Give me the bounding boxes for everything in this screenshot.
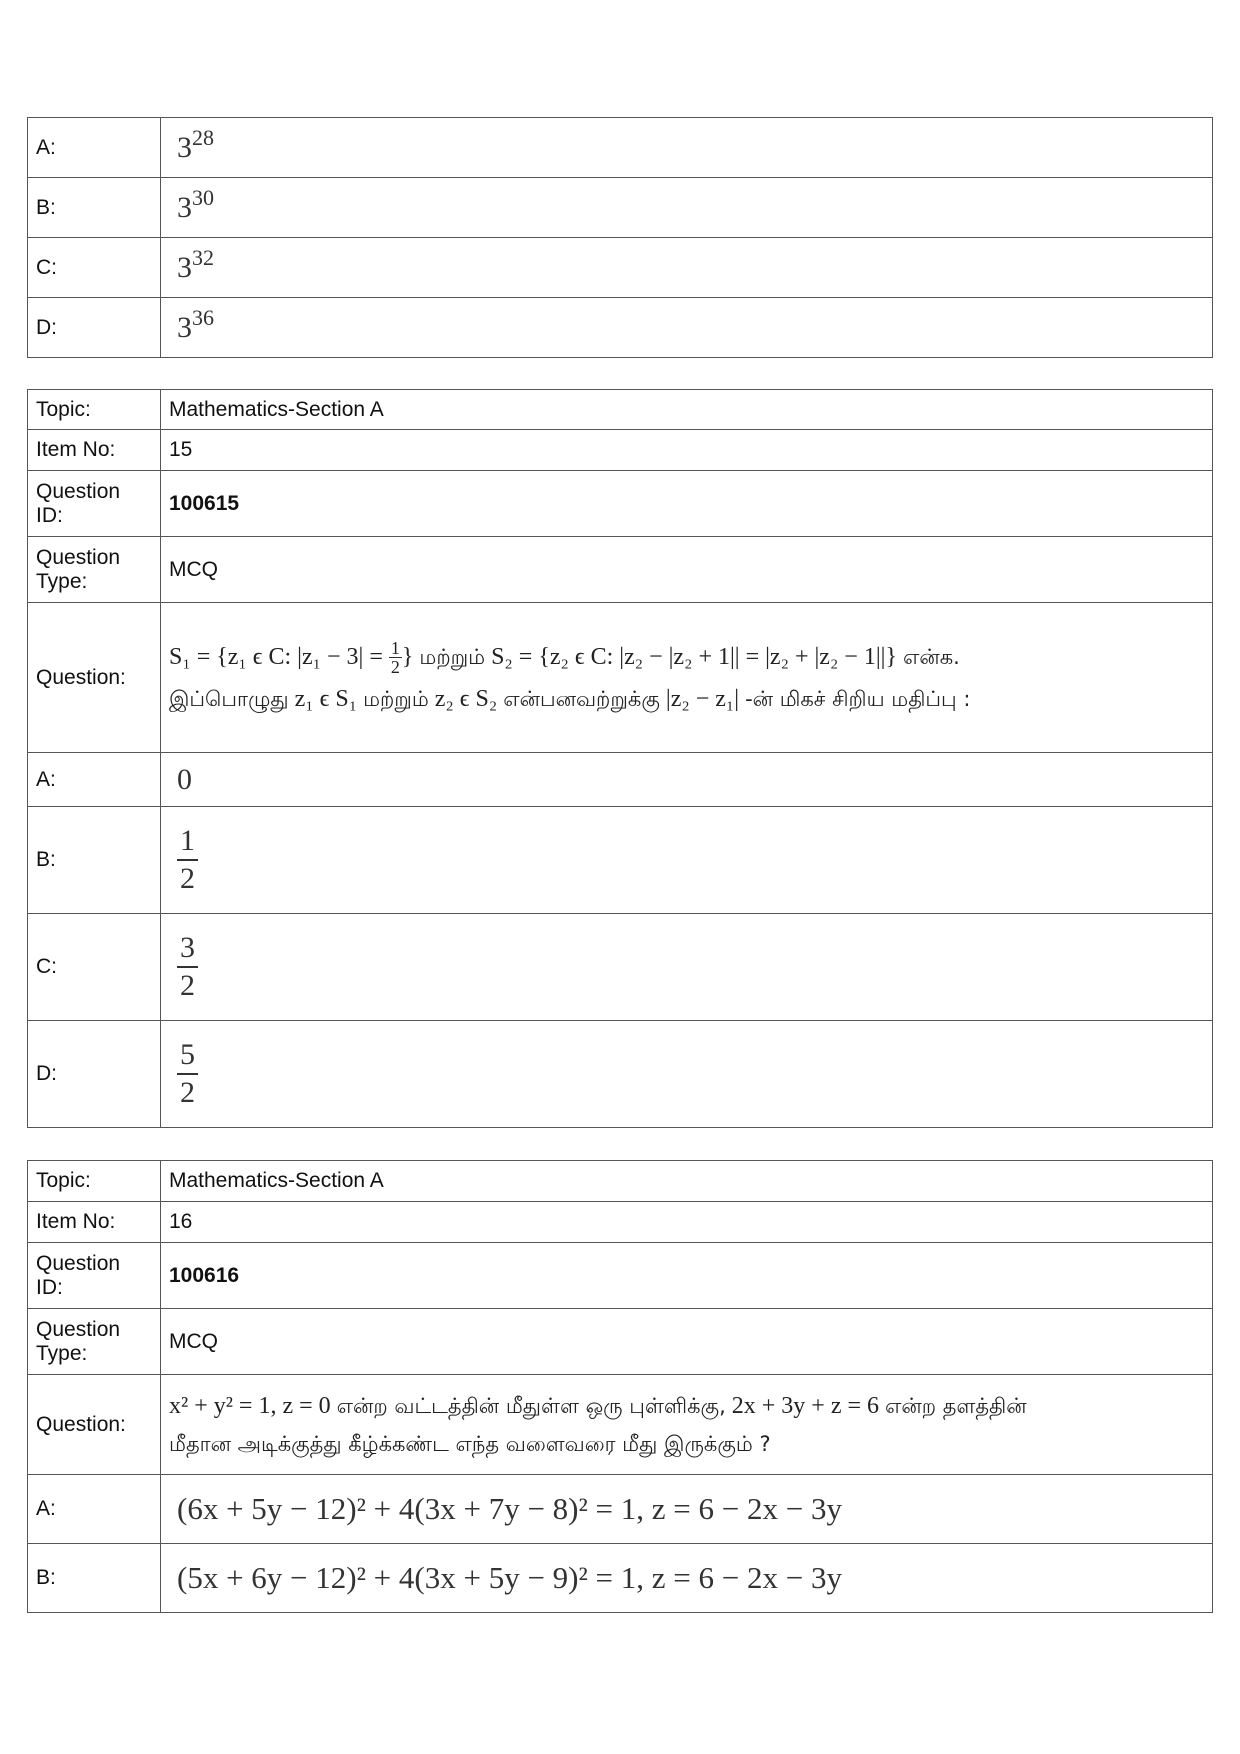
item-label: Item No: bbox=[28, 1202, 161, 1243]
question-type-row bbox=[28, 1309, 1213, 1375]
question-text bbox=[161, 603, 1213, 753]
question-line-2: மீதான அடிக்குத்து கீழ்க்கண்ட எந்த வளைவரை மீது இருக்கும் ? bbox=[169, 1431, 771, 1456]
half-fraction: $\frac{1}{2}$ bbox=[390, 638, 400, 678]
topic-value: Mathematics-Section A bbox=[161, 1161, 1213, 1202]
topic-label: Topic: bbox=[28, 390, 161, 430]
topic-row bbox=[28, 390, 1213, 430]
question-id-label: Question ID: bbox=[28, 1243, 161, 1309]
text-part-1: என்ற வட்டத்தின் மீதுள்ள ஒரு புள்ளிக்கு, bbox=[336, 1393, 726, 1418]
option-label: B: bbox=[28, 1544, 161, 1613]
option-value: (5x + 6y − 12)² + 4(3x + 5y − 9)² = 1, z = 6 − 2x − 3y bbox=[161, 1544, 1213, 1613]
item-row bbox=[28, 1202, 1213, 1243]
option-value: $\frac{5}{2}$ bbox=[161, 1021, 1213, 1128]
min-text: -ன் மிகச் சிறிய மதிப்பு : bbox=[745, 686, 971, 711]
option-value: $3^{30}$ bbox=[161, 178, 1213, 238]
question-line-2 bbox=[169, 678, 1204, 720]
option-label: A: bbox=[28, 118, 161, 178]
option-label: B: bbox=[28, 178, 161, 238]
and-text: மற்றும் bbox=[419, 644, 486, 669]
for-text: என்பனவற்றுக்கு bbox=[503, 686, 660, 711]
option-label: B: bbox=[28, 807, 161, 914]
topic-label: Topic: bbox=[28, 1161, 161, 1202]
option-row-b bbox=[28, 807, 1213, 914]
question-type-row bbox=[28, 537, 1213, 603]
option-row-a bbox=[28, 753, 1213, 807]
z2-in-s2: z₂ ϵ S₂ bbox=[434, 685, 498, 712]
question-id-value: 100615 bbox=[161, 471, 1213, 537]
z1-in-s1: z₁ ϵ S₁ bbox=[294, 685, 358, 712]
option-row-d bbox=[28, 1021, 1213, 1128]
s1-definition: S₁ = {z₁ ϵ C: |z₁ − 3| = bbox=[169, 643, 389, 670]
option-label: A: bbox=[28, 1475, 161, 1544]
option-label: A: bbox=[28, 753, 161, 807]
option-value: 0 bbox=[161, 753, 1213, 807]
option-row-c bbox=[28, 914, 1213, 1021]
item-value: 15 bbox=[161, 430, 1213, 471]
option-value: $\frac{1}{2}$ bbox=[161, 807, 1213, 914]
question-id-label: Question ID: bbox=[28, 471, 161, 537]
question-id-value: 100616 bbox=[161, 1243, 1213, 1309]
item-row bbox=[28, 430, 1213, 471]
option-row-b bbox=[28, 1544, 1213, 1613]
question-table-15 bbox=[27, 389, 1213, 1128]
question-label: Question: bbox=[28, 603, 161, 753]
option-row-d bbox=[28, 298, 1213, 358]
question-id-row bbox=[28, 471, 1213, 537]
option-row-a bbox=[28, 118, 1213, 178]
question-id-row bbox=[28, 1243, 1213, 1309]
now-text: இப்பொழுது bbox=[169, 686, 289, 711]
option-label: D: bbox=[28, 1021, 161, 1128]
question-row bbox=[28, 1375, 1213, 1475]
let-text: என்க. bbox=[902, 644, 960, 669]
item-value: 16 bbox=[161, 1202, 1213, 1243]
option-label: C: bbox=[28, 238, 161, 298]
option-row-c bbox=[28, 238, 1213, 298]
option-value: $3^{28}$ bbox=[161, 118, 1213, 178]
s2-definition: S₂ = {z₂ ϵ C: |z₂ − |z₂ + 1|| = |z₂ + |z₂ − 1||} bbox=[491, 643, 897, 670]
item-label: Item No: bbox=[28, 430, 161, 471]
topic-row bbox=[28, 1161, 1213, 1202]
abs-diff: |z₂ − z₁| bbox=[665, 685, 740, 712]
option-row-b bbox=[28, 178, 1213, 238]
options-table-prev bbox=[27, 117, 1213, 358]
and-text: மற்றும் bbox=[363, 686, 429, 711]
question-type-label: Question Type: bbox=[28, 1309, 161, 1375]
question-type-value: MCQ bbox=[161, 1309, 1213, 1375]
option-value: (6x + 5y − 12)² + 4(3x + 7y − 8)² = 1, z = 6 − 2x − 3y bbox=[161, 1475, 1213, 1544]
option-value: $3^{32}$ bbox=[161, 238, 1213, 298]
question-label: Question: bbox=[28, 1375, 161, 1475]
option-value: $\frac{3}{2}$ bbox=[161, 914, 1213, 1021]
question-type-value: MCQ bbox=[161, 537, 1213, 603]
topic-value: Mathematics-Section A bbox=[161, 390, 1213, 430]
question-row bbox=[28, 603, 1213, 753]
option-label: D: bbox=[28, 298, 161, 358]
question-line-1 bbox=[169, 636, 1204, 678]
plane-eq: 2x + 3y + z = 6 bbox=[731, 1392, 880, 1419]
question-type-label: Question Type: bbox=[28, 537, 161, 603]
question-table-16 bbox=[27, 1160, 1213, 1613]
text-part-2: என்ற தளத்தின் bbox=[885, 1393, 1027, 1418]
question-text bbox=[161, 1375, 1213, 1475]
option-value: $3^{36}$ bbox=[161, 298, 1213, 358]
option-label: C: bbox=[28, 914, 161, 1021]
circle-eq: x² + y² = 1, z = 0 bbox=[169, 1392, 331, 1419]
question-line-1 bbox=[169, 1387, 1204, 1425]
s1-close: } bbox=[401, 643, 414, 670]
option-row-a bbox=[28, 1475, 1213, 1544]
